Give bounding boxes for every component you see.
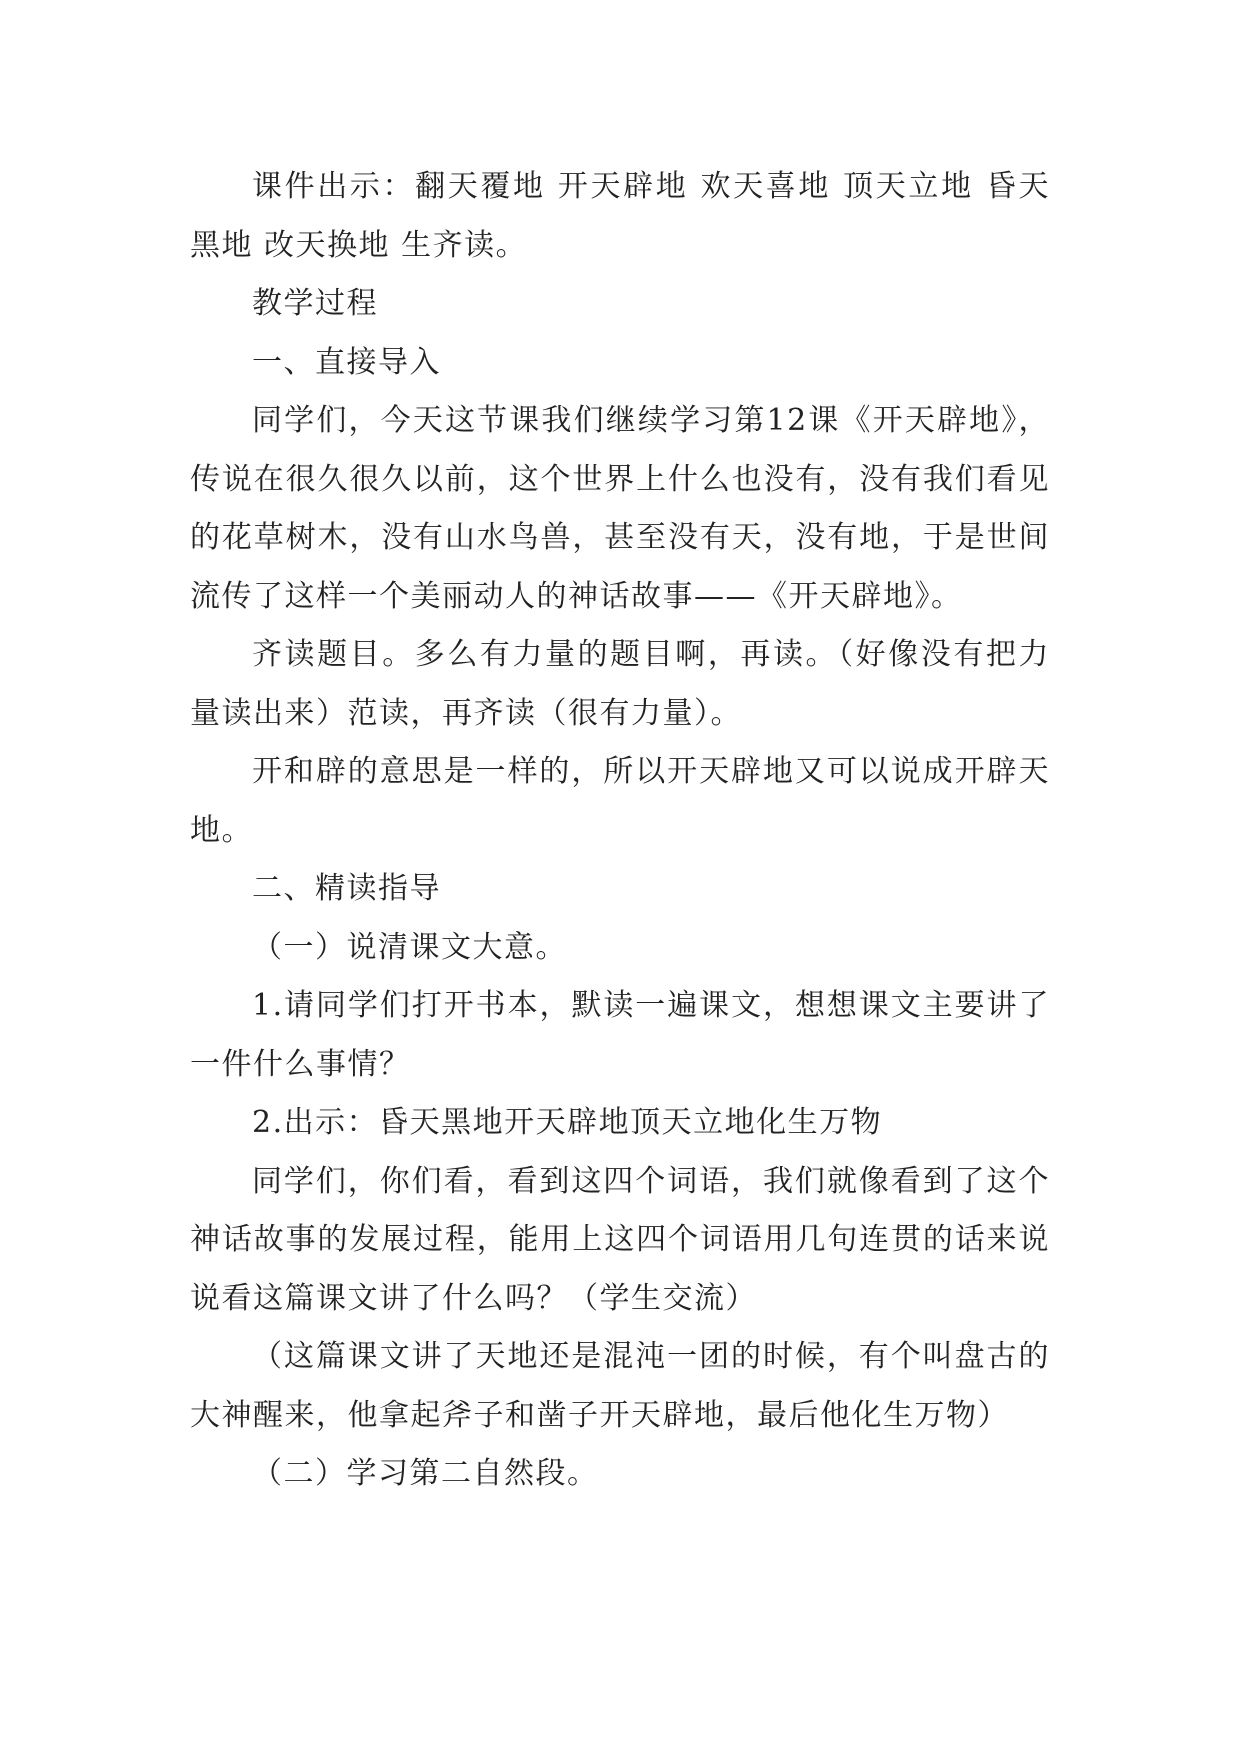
- heading-intensive-reading: 二、精读指导: [252, 871, 441, 906]
- subheading-main-idea: （一）说清课文大意。: [252, 929, 567, 965]
- paragraph-summary: （这篇课文讲了天地还是混沌一团的时候，有个叫盘古的大神醒来，他拿起斧子和凿子开天辟地，最后他化生万物）: [190, 1339, 1050, 1433]
- heading-direct-introduction: 一、直接导入: [252, 344, 441, 380]
- paragraph-step-two: 2.出示：昏天黑地开天辟地顶天立地化生万物: [252, 1105, 883, 1140]
- paragraph-step-one: 1.请同学们打开书本，默读一遍课文，想想课文主要讲了一件什么事情？: [190, 988, 1050, 1082]
- paragraph-read-title: 齐读题目。多么有力量的题目啊，再读。（好像没有把力量读出来）范读，再齐读（很有力量）。: [190, 637, 1050, 731]
- paragraph-introduction: 同学们，今天这节课我们继续学习第12课《开天辟地》，传说在很久很久以前，这个世界上什么也没有，没有我们看见的花草树木，没有山水鸟兽，甚至没有天，没有地，于是世间流传了这样一个美丽动人的神话故事——《开天辟地》。: [190, 403, 1050, 614]
- paragraph-word-meaning: 开和辟的意思是一样的，所以开天辟地又可以说成开辟天地。: [190, 754, 1050, 848]
- paragraph-courseware-display: 课件出示：翻天覆地 开天辟地 欢天喜地 顶天立地 昏天黑地 改天换地 生齐读。: [190, 169, 1050, 263]
- document-body: [190, 158, 1050, 1504]
- heading-teaching-process: 教学过程: [252, 286, 378, 321]
- subheading-second-paragraph: （二）学习第二自然段。: [252, 1456, 599, 1491]
- paragraph-discussion-prompt: 同学们，你们看，看到这四个词语，我们就像看到了这个神话故事的发展过程，能用上这四个词语用几句连贯的话来说说看这篇课文讲了什么吗？（学生交流）: [190, 1163, 1050, 1316]
